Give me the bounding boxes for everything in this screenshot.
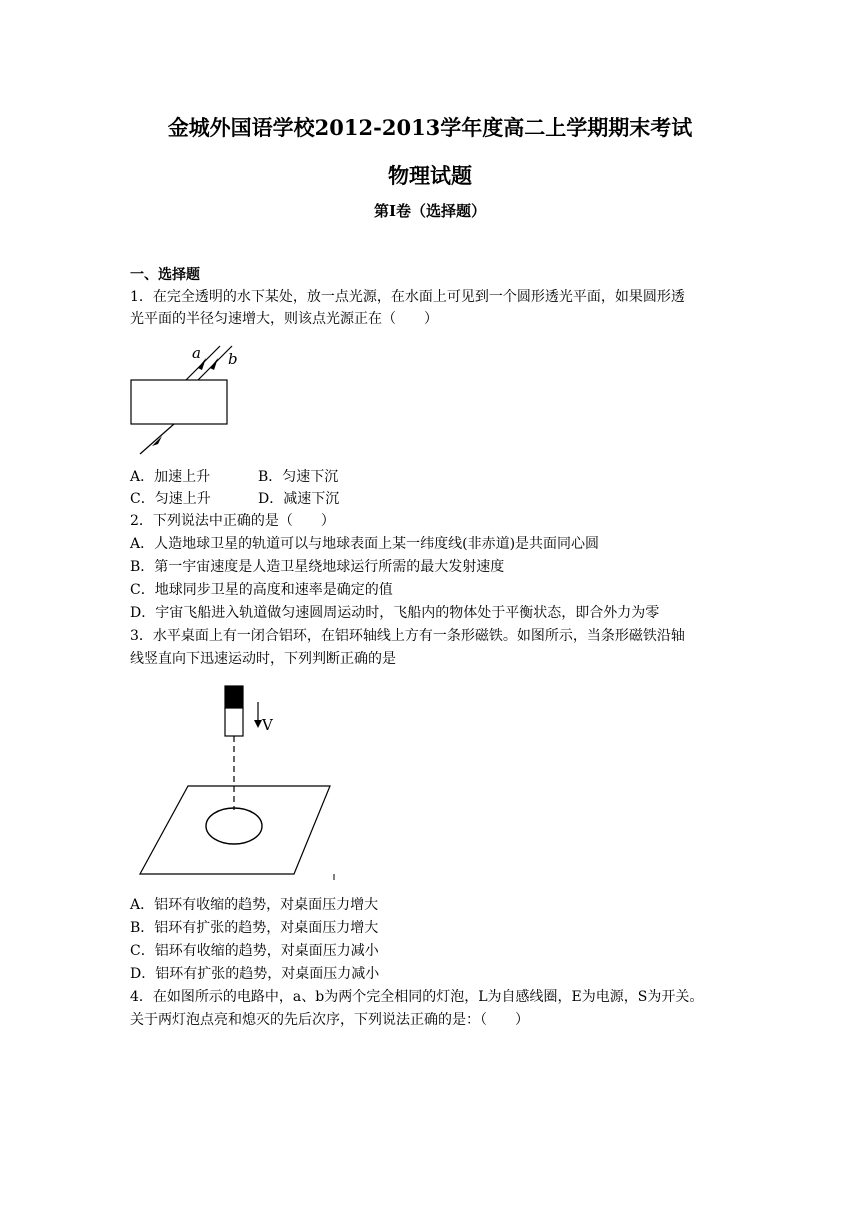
q1-options-row1 [130, 466, 338, 488]
section-heading: 一、选择题 [130, 267, 200, 283]
velocity-label: V [262, 716, 273, 734]
velocity-arrowhead [254, 720, 262, 728]
q1-option-b: B．匀速下沉 [258, 469, 339, 485]
aluminum-ring [206, 808, 262, 844]
q2-stem: 2．下列说法中正确的是（ ） [130, 513, 335, 529]
q2-option-c: C．地球同步卫星的高度和速率是确定的值 [130, 582, 393, 598]
label-b: b [228, 350, 238, 368]
label-a: a [192, 344, 201, 362]
q4-stem-line2: 关于两灯泡点亮和熄灭的先后次序，下列说法正确的是：（ ） [130, 1012, 529, 1028]
subject-title: 物理试题 [388, 163, 472, 188]
q1-option-d: D．减速下沉 [258, 491, 340, 507]
q3-stem-line1: 3．水平桌面上有一闭合铝环，在铝环轴线上方有一条形磁铁。如图所示，当条形磁铁沿轴 [130, 628, 685, 644]
q3-option-d: D．铝环有扩张的趋势，对桌面压力减小 [130, 966, 380, 982]
table-surface [140, 786, 330, 874]
magnet-north-pole [225, 686, 243, 708]
exam-title: 金城外国语学校2012-2013学年度高二上学期期末考试 [167, 115, 693, 140]
incident-ray-arrow [152, 436, 162, 446]
volume-heading: 第I卷（选择题） [373, 202, 487, 220]
ray-b-arrow [210, 358, 218, 370]
q2-option-d: D．宇宙飞船进入轨道做匀速圆周运动时，飞船内的物体处于平衡状态，即合外力为零 [130, 605, 660, 621]
q1-stem-line1: 1．在完全透明的水下某处，放一点光源，在水面上可见到一个圆形透光平面，如果圆形透 [130, 289, 685, 305]
q2-option-a: A．人造地球卫星的轨道可以与地球表面上某一纬度线(非赤道)是共面同心圆 [130, 536, 600, 552]
magnet-south-pole [225, 708, 243, 736]
q1-stem-line2: 光平面的半径匀速增大，则该点光源正在（ ） [130, 311, 438, 327]
q1-figure [128, 340, 258, 460]
q2-option-b: B．第一宇宙速度是人造卫星绕地球运行所需的最大发射速度 [130, 559, 505, 575]
q3-option-b: B．铝环有扩张的趋势，对桌面压力增大 [130, 920, 379, 936]
q3-option-c: C．铝环有收缩的趋势，对桌面压力减小 [130, 943, 379, 959]
q1-option-c: C．匀速上升 [130, 491, 211, 507]
q1-option-a: A．加速上升 [130, 469, 211, 485]
glass-block [131, 380, 227, 424]
q4-stem-line1: 4．在如图所示的电路中，a、b为两个完全相同的灯泡，L为自感线圈，E为电源，S为开关。 [130, 989, 704, 1005]
incident-ray [140, 424, 174, 454]
q3-option-a: A．铝环有收缩的趋势，对桌面压力增大 [130, 897, 379, 913]
q1-options-row2 [130, 488, 339, 510]
q3-figure [136, 680, 346, 880]
q3-stem-line2: 线竖直向下迅速运动时，下列判断正确的是 [130, 651, 396, 667]
